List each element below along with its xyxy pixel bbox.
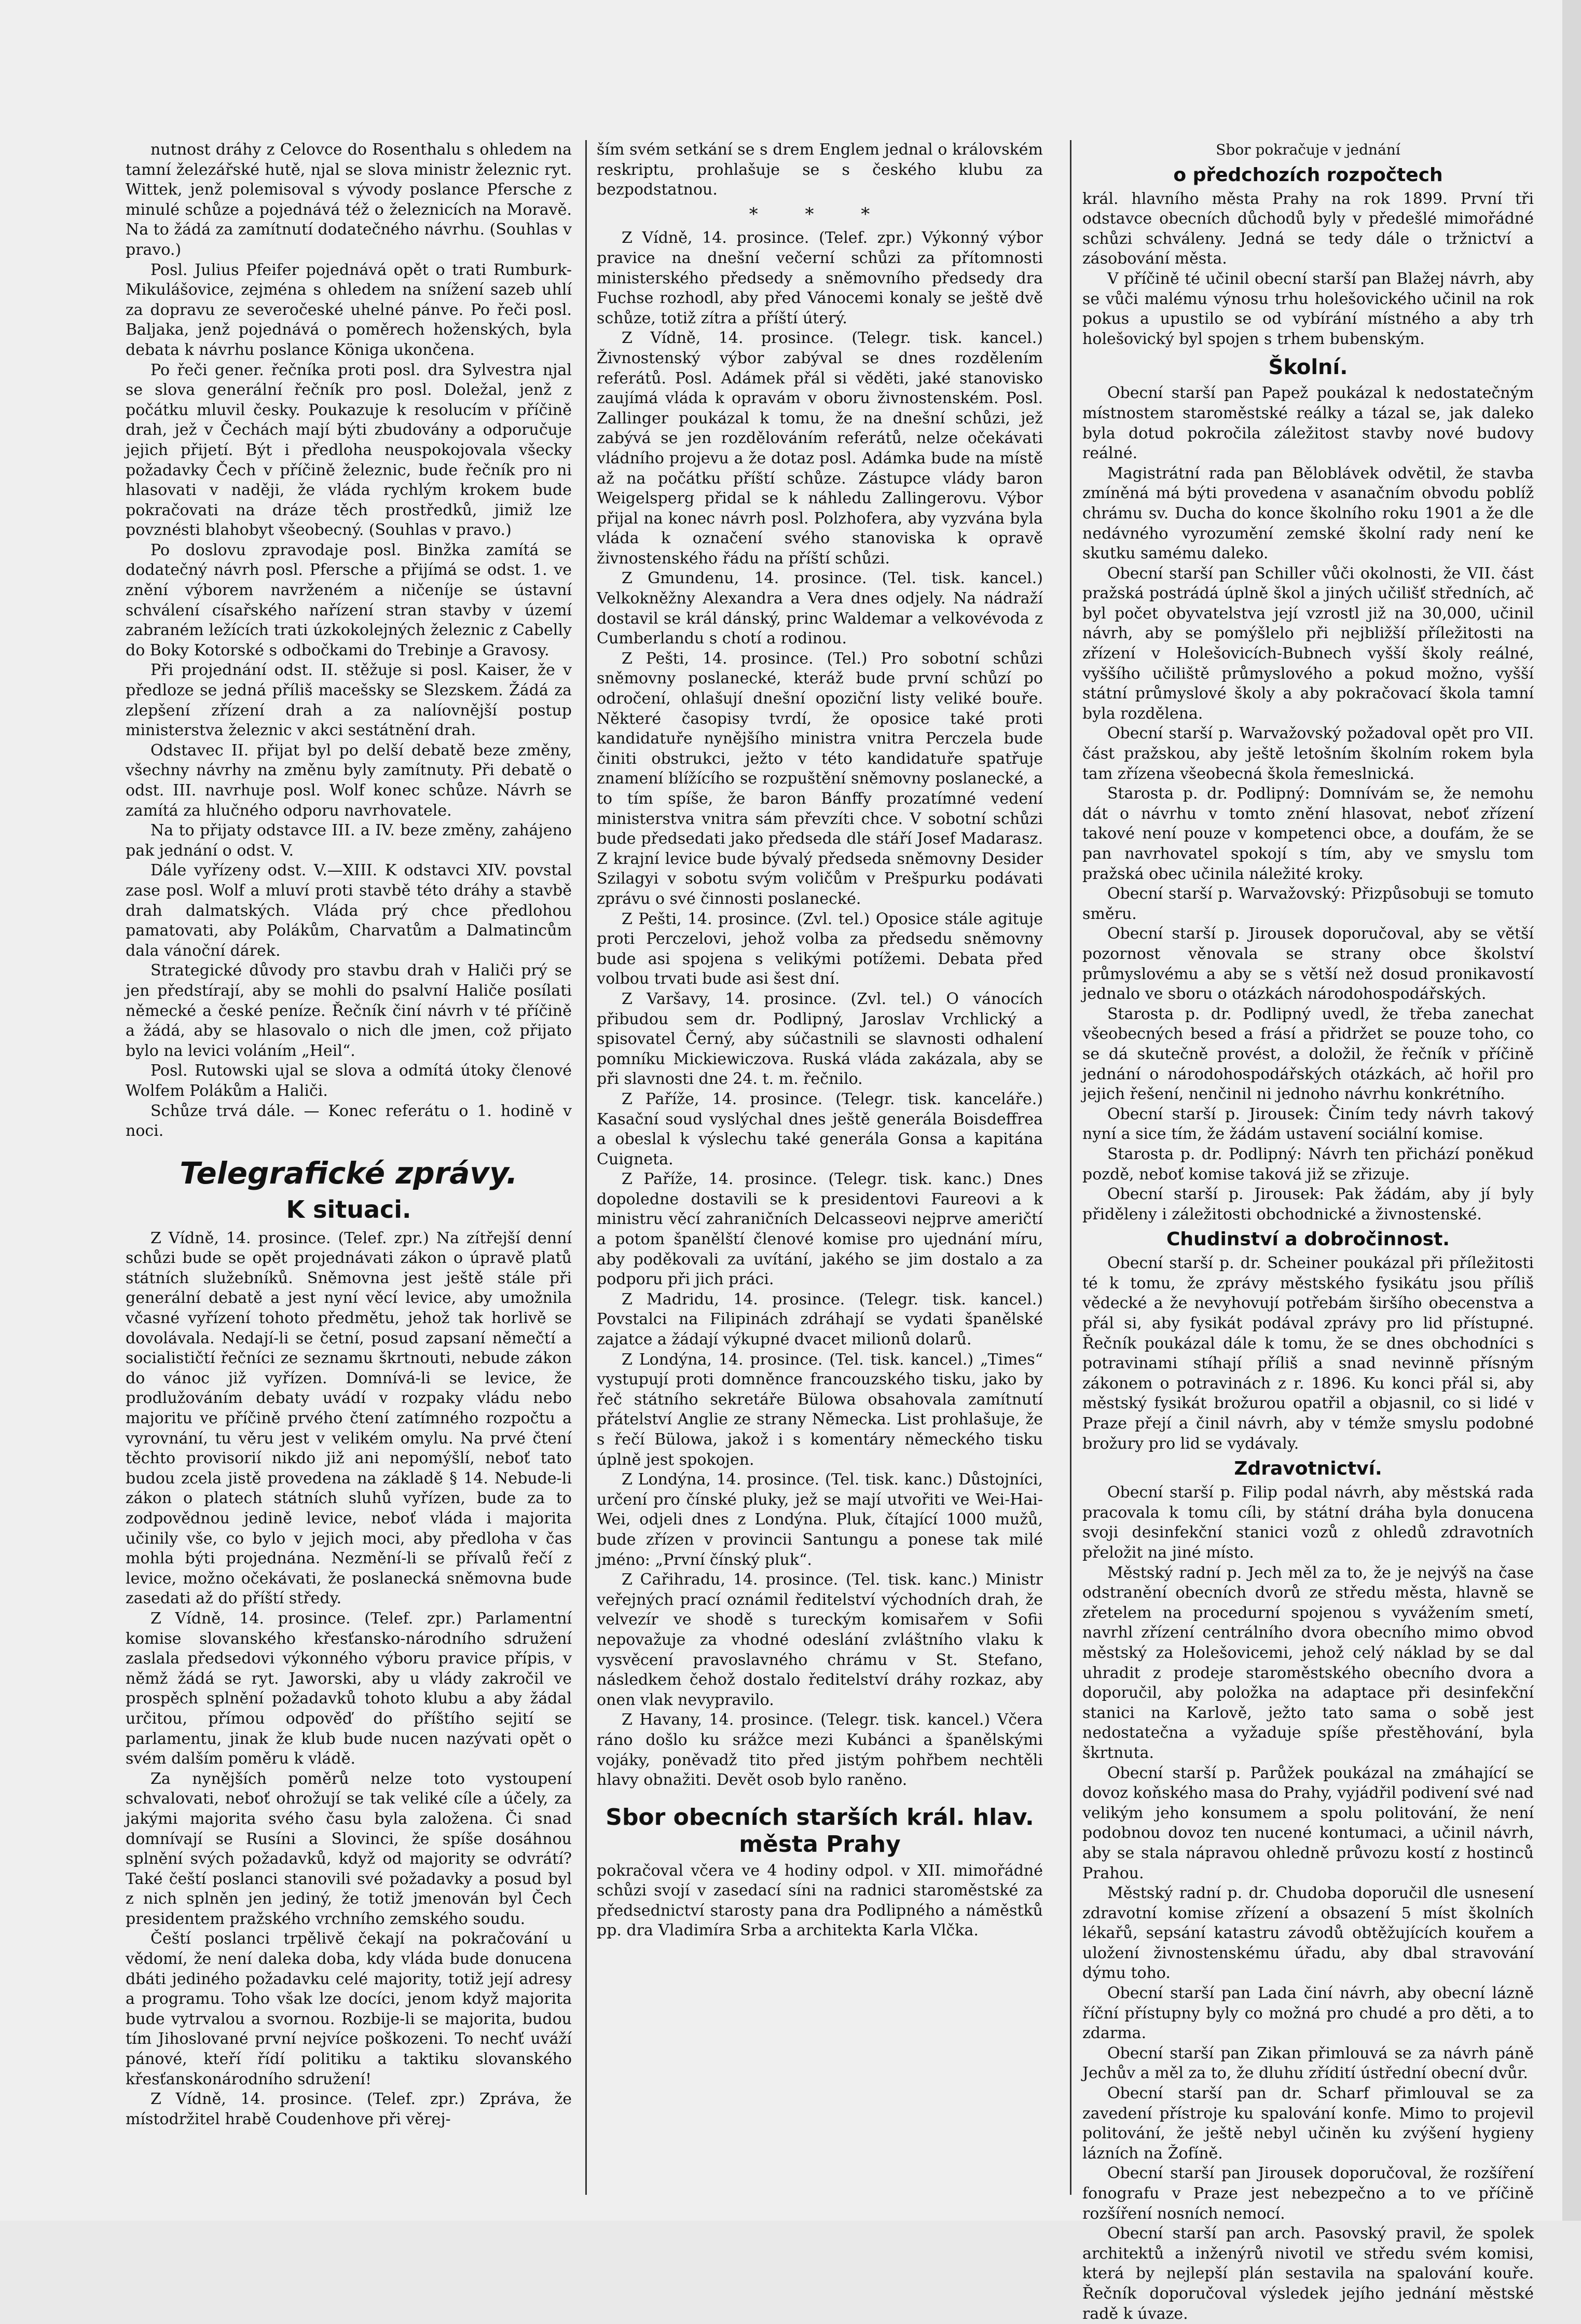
article-paragraph: Z Gmundenu, 14. prosince. (Tel. tisk. kancel.) Velkokněžny Alexandra a Vera dnes odjely. Na nádraží dostavil se král dánský, princ Waldemar a velkovévoda z Cumberlandu s chotí a rodinou. [597,569,1043,648]
article-paragraph: Z Varšavy, 14. prosince. (Zvl. tel.) O vánocích přibudou sem dr. Podlipný, Jaroslav Vrchlický a spisovatel Černý, aby súčastnili se slavnosti odhalení pomníku Mickiewiczova. Ruská vláda zakázala, aby se při slavnosti dne 24. t. m. řečnilo. [597,989,1043,1089]
section-subheading: o předchozích rozpočtech [1173,164,1443,186]
article-paragraph: Při projednání odst. II. stěžuje si posl. Kaiser, že v předloze se jedná příliš macešsky se Slezskem. Žádá za zlepšení zřízení drah a za nalíovnější postup ministerstva železnic v akci sestátnění drah. [126,661,572,740]
section-subheading: K situaci. [286,1195,411,1223]
article-paragraph: Starosta p. dr. Podlipný uvedl, že třeba zanechat všeobecných besed a frásí a přidržet se pouze toho, co se dá skutečně provést, a doložil, že řečník v příčině jednání o národohospodářských otázkách, ač hořil pro jejich řešení, nenčinil ni jednoho návrhu konkrétního. [1082,1005,1534,1104]
article-paragraph: Z Vídně, 14. prosince. (Telef. zpr.) Výkonný výbor pravice na dnešní večerní schůzi za přítomnosti ministerského předsedy a sněmovního předsedy dra Fuchse rozhodl, aby před Vánocemi konaly se ještě dvě schůze, totiž zítra a příští úterý. [597,229,1043,327]
column-rule [585,140,587,2195]
article-paragraph: Obecní starší pan Schiller vůči okolnosti, že VII. část pražská postrádá úplně škol a jiných učilišť středních, ač byl počet obyvatelstva její vzrostl již na 30,000, učinil návrh, aby se pomýšlelo při nejbližší příležitosti na zřízení v Holešovicích-Bubnech vyšší školy reálné, vyššího učiliště průmyslového a pokud možno, vyšší státní průmyslové školy a aby pokračovací škola tamní byla rozdělena. [1082,564,1534,723]
column-left [126,140,572,2195]
article-paragraph: Magistrátní rada pan Běloblávek odvětil, že stavba zmíněná má býti provedena v asanačním obvodu poblíž chrámu sv. Ducha do konce školního roku 1901 a že dle nedávného vyrozumění zemské školní rady není ke skutku samému daleko. [1082,464,1534,563]
article-paragraph: Z Vídně, 14. prosince. (Telef. zpr.) Zpráva, že místodržitel hrabě Coudenhove při věrej- [126,2090,572,2128]
article-paragraph: Na to přijaty odstavce III. a IV. beze změny, zahájeno pak jednání o odst. V. [126,821,572,860]
article-paragraph: pokračoval včera ve 4 hodiny odpol. v XII. mimořádné schůzi svojí v zasedací síni na radnici staroměstské za předsednictví starosty pana dra Podlipného a náměstků pp. dra Vladimíra Srba a architekta Karla Vlčka. [597,1861,1043,1940]
article-paragraph: Obecní starší p. Warvažovský požadoval opět pro VII. část pražskou, aby ještě letošním školním rokem byla tam zřízena všeobecná škola řemeslnická. [1082,724,1534,783]
article-paragraph: Obecní starší pan Jirousek doporučoval, že rozšíření fonografu v Praze jest nebezpečno a to ve příčině rozšíření nosních nemocí. [1082,2164,1534,2223]
article-paragraph: Po doslovu zpravodaje posl. Binžka zamítá se dodatečný návrh posl. Pfersche a přijímá se odst. 1. ve znění výborem navrženém a ničeníje se ústavní schválení císařského nařízení stran stavby v území zabraném ležících trati úzkokolejných železnic z Cabelly do Boky Kotorské s odbočkami do Trebinje a Gravosy. [126,541,572,659]
article-paragraph: Z Vídně, 14. prosince. (Telegr. tisk. kancel.) Živnostenský výbor zabýval se dnes rozdělením referátů. Posl. Adámek přál si věděti, jaké stanovisko zaujímá vláda k opravám v oboru živnostenském. Posl. Zallinger poukázal k tomu, že na dnešní schůzi, jež zabývá se jen rozdělováním referátů, nelze očekávati vládního projevu a že dotaz posl. Adámka bude na místě až na počátku příští schůze. Zástupce vlády baron Weigelsperg přidal se k náhledu Zallingerovu. Výbor přijal na konec návrh posl. Polzhofera, aby vyzvána byla vláda k označení svého stanoviska k opravě živnostenského řádu na příští schůzi. [597,329,1043,568]
article-paragraph: Posl. Julius Pfeifer pojednává opět o trati Rumburk-Mikulášovice, zejména s ohledem na snížení sazeb uhlí za dopravu ze severočeské uhelné pánve. Po řeči posl. Baljaka, jenž pojednává o poměrech hoženských, byla debata k návrhu poslance Königa ukončena. [126,260,572,359]
column-rule [1070,140,1071,2195]
article-paragraph: Z Paříže, 14. prosince. (Telegr. tisk. kanc.) Dnes dopoledne dostavili se k presidentovi Faureovi a k ministru věcí zahraničních Delcasseovi nejprve američtí a potom španělští členové komise pro ujednání míru, aby poděkovali za uvítání, jakého se jim dostalo a za podporu při jich práci. [597,1170,1043,1289]
section-kicker: Sbor pokračuje v jednání [1216,141,1400,158]
article-paragraph: Odstavec II. přijat byl po delší debatě beze změny, všechny návrhy na změnu byly zamítnuty. Při debatě o odst. III. navrhuje posl. Wolf konec schůze. Návrh se zamítá za hlučného odporu navrhovatele. [126,741,572,820]
article-paragraph: Z Londýna, 14. prosince. (Tel. tisk. kancel.) „Times“ vystupují proti domněnce francouzského tisku, jako by řeč státního sekretáře Bülowa obsahovala zamítnutí přátelství Anglie ze strany Německa. List prohlašuje, že s řečí Bülowa, jakož i s komentáry německého tisku úplně jest spokojen. [597,1350,1043,1469]
article-paragraph: ším svém setkání se s drem Englem jednal o královském reskriptu, prohlašuje se s českého klubu za bezpodstatnou. [597,141,1043,199]
article-paragraph: Obecní starší p. Parůžek poukázal na zmáhající se dovoz koňského masa do Prahy, vyjádřil podivení své nad velikým jeho konsumem a spolu politování, že není podobnou dovoz ten nucené kontumaci, a učinil návrh, aby se stala nápravou ohledně průvozu kostí z hostinců Prahou. [1082,1764,1534,1882]
column-middle [597,140,1043,2195]
page-edge [1562,0,1581,2221]
article-paragraph: Z Paříže, 14. prosince. (Telegr. tisk. kanceláře.) Kasační soud vyslýchal dnes ještě generála Boisdeffrea a obeslal k výslechu také generála Gonsa a kapitána Cuigneta. [597,1090,1043,1168]
article-paragraph: Městský radní p. dr. Chudoba doporučil dle usnesení zdravotní komise zřízení a obsazení 5 míst školních lékařů, sepsání katastru závodů obtěžujících kouřem a uložení živnostenskému úřadu, aby dbal stravování dýmu toho. [1082,1884,1534,1983]
article-paragraph: Z Londýna, 14. prosince. (Tel. tisk. kanc.) Důstojníci, určení pro čínské pluky, jež se mají utvořiti ve Wei-Hai-Wei, odjeli dnes z Londýna. Pluk, čítající 1000 mužů, bude zřízen v provincii Santungu a ponese tak milé jméno: „První čínský pluk“. [597,1470,1043,1569]
section-heading: Telegrafické zprávy. [180,1155,518,1191]
article-paragraph: Z Havany, 14. prosince. (Telegr. tisk. kancel.) Včera ráno došlo ku srážce mezi Kubánci a španělskými vojáky, poněvadž tito před jistým pohřbem nechtěli hlavy obnažiti. Devět osob bylo raněno. [597,1711,1043,1790]
article-paragraph: Obecní starší pan Papež poukázal k nedostatečným místnostem staroměstské reálky a tázal se, jak daleko byla dotud pokročila záležitost stavby nové budovy reálné. [1082,384,1534,463]
article-headline: Sbor obecních starších král. hlav. města Prahy [606,1804,1034,1858]
article-paragraph: Obecní starší pan Zikan přimlouvá se za návrh páně Jechův a měl za to, že dluhu zřídití ústřední obecní dvůr. [1082,2044,1534,2083]
article-paragraph: Strategické důvody pro stavbu drah v Haliči prý se jen předstírají, aby se mohli do psalvní Haliče posílati německé a české peníze. Řečník činí návrh v té příčině a žádá, aby se hlasovalo o nich dle jmen, což přijato bylo na levici voláním „Heil“. [126,961,572,1060]
section-subheading: Školní. [1268,355,1348,380]
article-paragraph: Z Madridu, 14. prosince. (Telegr. tisk. kancel.) Povstalci na Filipinách zdráhají se vydati španělské zajatce a žádají výkupné dvacet milionů dolarů. [597,1290,1043,1349]
article-paragraph: Obecní starší p. dr. Scheiner poukázal při příležitosti té k tomu, že zprávy městského fysikátu jsou příliš vědecké a že nevyhovují potřebám širšího obecenstva a přál si, aby fysikát podával zprávy pro lid přístupné. Řečník poukázal dále k tomu, že se dnes obchodníci s potravinami stíhají příliš a snad nevinně přísným zákonem o potravinách z r. 1896. Ku konci přál si, aby městský fysikát brožurou opatřil a objasnil, co si lidé v Praze přejí a činil návrh, aby v témže smyslu podobné brožury pro lid se vydávaly. [1082,1254,1534,1453]
section-subheading: Chudinství a dobročinnost. [1166,1229,1450,1250]
column-right [1082,140,1534,2323]
article-paragraph: Obecní starší p. Warvažovský: Přizpůsobuji se tomuto směru. [1082,885,1534,923]
article-paragraph: Po řeči gener. řečníka proti posl. dra Sylvestra njal se slova generální řečník pro posl. Doležal, jenž z počátku mluvil česky. Poukazuje k resolucím v příčině drah, jež v Čechách mají býti zbudovány a odporučuje jejich přijetí. Být i předloha neuspokojovala všecky požadavky Čech v příčině železnic, bude řečník pro ni hlasovati v naději, že vláda rychlým krokem bude pokračovati na dráze těch prostředků, jimiž lze povznésti blahobyt všeobecný. (Souhlas v pravo.) [126,361,572,540]
article-paragraph: V příčině té učinil obecní starší pan Blažej návrh, aby se vůči malému výnosu trhu holešovického učinil na rok pokus a upustilo se od vybírání místného a aby trh holešovický byl spojen s trhem bubenským. [1082,269,1534,348]
article-paragraph: Obecní starší p. Jirousek: Pak žádám, aby jí byly přiděleny i záležitosti obchodnické a živnostenské. [1082,1185,1534,1223]
article-paragraph: Z Cařihradu, 14. prosince. (Tel. tisk. kanc.) Ministr veřejných prací oznámil ředitelství východních drah, že velvezír ve shodě s tureckým komisařem v Sofii nepovažuje za vhodné odeslání zvláštního vlaku k vysvěcení pravoslavného chrámu v St. Stefano, následkem čehož dostalo ředitelství dráhy rozkaz, aby onen vlak nevypravilo. [597,1571,1043,1709]
article-paragraph: Obecní starší p. Jirousek doporučoval, aby se větší pozornost věnovala se strany obce školství průmyslovému a aby se s větší než dosud pronikavostí jednalo ve sboru o otázkách národohospodářských. [1082,925,1534,1003]
article-paragraph: Z Vídně, 14. prosince. (Telef. zpr.) Na zítřejší denní schůzi bude se opět projednávati zákon o úpravě platů státních služebníků. Sněmovna jest ještě stále při generální debatě a jest nyní věcí levice, aby umožnila včasné vyřízení tohoto předmětu, jehož tak horlivě se dovolávala. Nedají-li se četní, posud zapsaní němečtí a socialističtí řečníci ze seznamu škrtnouti, nebude zákon do vánoc již vyřízen. Domnívá-li se levice, že prodlužováním debaty uvádí v rozpaky vládu nebo majoritu ve příčině prvého čtení zatímného rozpočtu a vyrovnání, tu věru jest v velikém omylu. Na prvé čtení těchto provisorií nikdo již ani nepomýšlí, neboť tato budou zcela jistě provedena na základě § 14. Nebude-li zákon o platech státních sluhů vyřízen, bude za to zodpovědnou jedině levice, neboť vláda i majorita učinily vše, co bylo v jejich moci, aby předloha v čas mohla býti projednána. Nezmění-li se přívalů řečí z levice, možno očekávati, že poslanecká sněmovna bude zasedati až do příští středy. [126,1229,572,1608]
article-paragraph: Městský radní p. Jech měl za to, že je nejvýš na čase odstranění obecních dvorů ze středu města, hlavně se zřetelem na procedurní spojenou s vyvážením smetí, navrhl zřízení centrálního dvora obecního mimo obvod městský za Holešovicemi, jehož celý náklad by se dal uhradit z prodeje staroměstského obecního dvora a doporučil, aby položka na adaptace při desinfekční stanici na Karlově, ježto tato sama o sobě jest nedostatečna a vyžaduje spíše přestěhování, byla škrtnuta. [1082,1563,1534,1762]
article-paragraph: Obecní starší pan arch. Pasovský pravil, že spolek architektů a inženýrů nivotil ve středu svém komisi, která by nejlepší plán sestavila na spalování kouře. Řečník doporučoval výsledek jejího jednání městské radě k úvaze. [1082,2224,1534,2323]
article-paragraph: král. hlavního města Prahy na rok 1899. První tři odstavce obecních důchodů byly v předešlé mimořádné schůzi schváleny. Jedná se tedy dále o tržnictví a zásobování města. [1082,189,1534,268]
article-paragraph: Schůze trvá dále. — Konec referátu o 1. hodině v noci. [126,1102,572,1140]
article-paragraph: nutnost dráhy z Celovce do Rosenthalu s ohledem na tamní železářské hutě, njal se slova ministr železnic ryt. Wittek, jenž polemisoval s vývody poslance Pfersche z minulé schůze a pojednává též o železnicích na Moravě. Na to žádá za zamítnutí dodatečného návrhu. (Souhlas v pravo.) [126,141,572,259]
article-paragraph: Z Pešti, 14. prosince. (Tel.) Pro sobotní schůzi sněmovny poslanecké, kteráž bude první schůzí po odročení, ohlašují dnešní opoziční listy veliké bouře. Některé časopisy tvrdí, že oposice také proti kandidatuře nynějšího ministra vnitra Perczela bude činiti obstrukci, ježto v této kandidatuře spatřuje znamení blížícího se rozpuštění sněmovny poslanecké, a to tím spíše, že baron Bánffy prozatímné vedení ministerstva vnitra sám převzíti chce. V sobotní schůzi bude předsedati jako předseda dle stáří Josef Madarasz. Z krajní levice bude bývalý předseda sněmovny Desider Szilagyi v sobotu svým voličům v Prešpurku podávati zprávu o své činnosti poslanecké. [597,649,1043,908]
article-paragraph: Posl. Rutowski ujal se slova a odmítá útoky členové Wolfem Polákům a Haliči. [126,1062,572,1100]
article-paragraph: Starosta p. dr. Podlipný: Domnívám se, že nemohu dát o návrhu v tomto znění hlasovat, neboť zřízení takové není pouze v kompetenci obce, a doufám, že se pan navrhovatel spokojí s tím, aby ve smyslu tom pražská obec učinila náležité kroky. [1082,785,1534,883]
article-paragraph: Obecní starší pan Lada činí návrh, aby obecní lázně říční přístupny byly co možná pro chudé a pro děti, a to zdarma. [1082,1984,1534,2043]
article-paragraph: Z Vídně, 14. prosince. (Telef. zpr.) Parlamentní komise slovanského křesťansko-národního sdružení zaslala předsedovi výkonného výboru pravice přípis, v němž žádá se ryt. Jaworski, aby u vlády zakročil ve prospěch splnění požadavků tohoto klubu a aby žádal určitou, přímou odpověď do příštího sejití se parlamentu, jinak že klub bude nucen nazývati opět o svém dalším poměru k vládě. [126,1609,572,1768]
section-subheading: Zdravotnictví. [1234,1458,1382,1480]
article-paragraph: Z Pešti, 14. prosince. (Zvl. tel.) Oposice stále agituje proti Perczelovi, jehož volba za předsedu sněmovny bude asi spojena s velikými potížemi. Debata před volbou trvati bude asi šest dní. [597,910,1043,988]
article-paragraph: Starosta p. dr. Podlipný: Návrh ten přichází poněkud pozdě, neboť komise taková již se zřizuje. [1082,1145,1534,1184]
article-paragraph: Čeští poslanci trpělivě čekají na pokračování u vědomí, že není daleka doba, kdy vláda bude donucena dbáti jediného požadavku celé majority, totiž její adresy a programu. Toho však lze docíci, jenom když majorita bude vytrvalou a svornou. Rozbije-li se majorita, budou tím Jihoslované první nejvíce poškozeni. To nechť uváží pánové, kteří řídí politiku a taktiku slovanského křesťanskonárodního sdružení! [126,1930,572,2088]
article-paragraph: Obecní starší pan dr. Scharf přimlouval se za zavedení přístroje ku spalování konfe. Mimo to projevil politování, že ještě nebyl učiněn ku zvýšení hygieny lázních na Žofíně. [1082,2084,1534,2163]
separator-stars: * * * [749,203,891,225]
article-paragraph: Dále vyřízeny odst. V.—XIII. K odstavci XIV. povstal zase posl. Wolf a mluví proti stavbě této dráhy a stavbě drah dalmatských. Vláda prý chce předlohou pamatovati, aby Polákům, Charvatům a Dalmatincům dala vánoční dárek. [126,861,572,960]
article-paragraph: Obecní starší p. Filip podal návrh, aby městská rada pracovala k tomu cíli, by státní dráha byla donucena svoji desinfekční stanici vozů z ohledů zdravotních přeložit na jiné místo. [1082,1483,1534,1562]
article-paragraph: Obecní starší p. Jirousek: Činím tedy návrh takový nyní a sice tím, že žádám ustavení sociální komise. [1082,1105,1534,1144]
article-paragraph: Za nynějších poměrů nelze toto vystoupení schvalovati, neboť ohrožují se tak veliké cíle a účely, za jakými majorita svého času byla založena. Či snad domnívají se Rusíni a Slovinci, že spíše dosáhnou splnění svých požadavků, když od majority se odvrátí? Také čeští poslanci stanovili své požadavky a posud byl z nich splněn jen jediný, že totiž jmenován byl Čech presidentem pražského vrchního zemského soudu. [126,1769,572,1928]
